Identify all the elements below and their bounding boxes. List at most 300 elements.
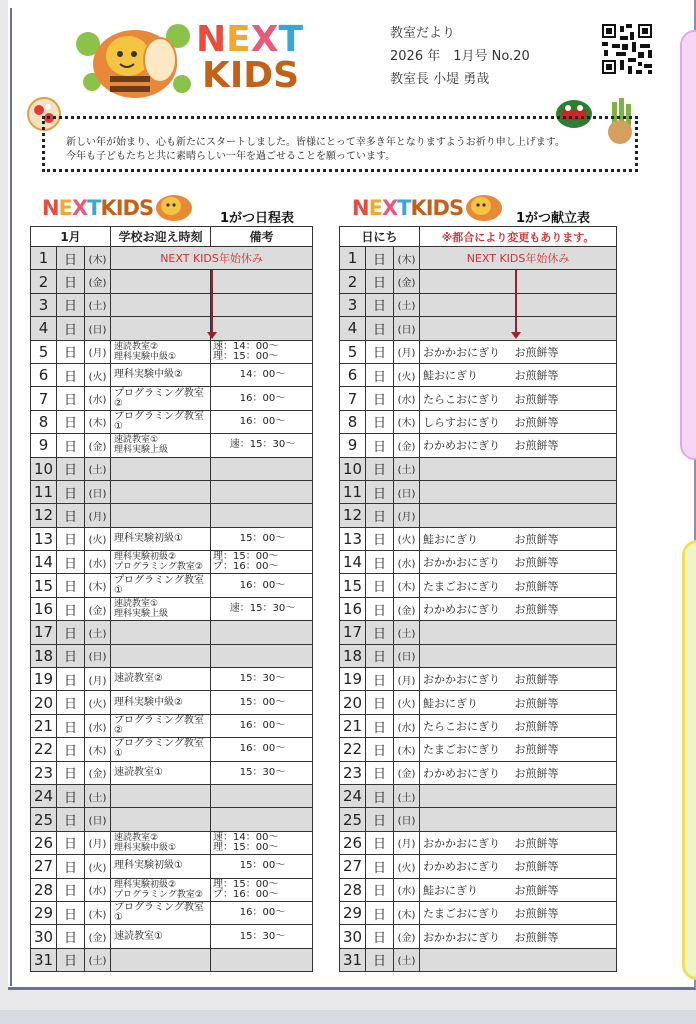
schedule-row <box>31 808 313 831</box>
schedule-class <box>111 504 211 527</box>
schedule-class <box>111 480 211 503</box>
schedule-time: 16：00～ <box>211 574 313 597</box>
schedule-weekday: (火) <box>85 527 111 550</box>
menu-day-suffix: 日 <box>366 644 394 667</box>
menu-day-suffix: 日 <box>366 621 394 644</box>
schedule-row <box>31 738 313 761</box>
logo-next: NEXT <box>196 19 304 60</box>
schedule-day-suffix: 日 <box>57 644 85 667</box>
schedule-row <box>31 480 313 503</box>
menu-table <box>339 226 617 972</box>
schedule-weekday: (土) <box>85 621 111 644</box>
schedule-bee-icon <box>152 192 196 224</box>
menu-weekday: (土) <box>394 457 420 480</box>
schedule-row <box>31 644 313 667</box>
schedule-day-suffix: 日 <box>57 878 85 901</box>
menu-day-number: 21 <box>340 714 366 737</box>
menu-day-number: 30 <box>340 925 366 948</box>
logo-kids: KIDS <box>202 55 300 96</box>
schedule-day-number: 6 <box>31 363 57 386</box>
menu-weekday: (日) <box>394 480 420 503</box>
menu-row <box>340 363 617 386</box>
schedule-row <box>31 597 313 620</box>
schedule-header-pickup: 学校お迎え時刻 <box>111 227 211 247</box>
menu-row <box>340 925 617 948</box>
schedule-day-suffix: 日 <box>57 410 85 433</box>
schedule-weekday: (土) <box>85 293 111 316</box>
menu-snack: わかめおにぎり お煎餅等 <box>420 434 617 457</box>
schedule-time: 14：00～ <box>211 363 313 386</box>
menu-day-suffix: 日 <box>366 925 394 948</box>
schedule-day-suffix: 日 <box>57 480 85 503</box>
schedule-time: 16：00～ <box>211 714 313 737</box>
schedule-day-suffix: 日 <box>57 457 85 480</box>
schedule-holiday-arrow <box>211 270 213 334</box>
menu-weekday: (月) <box>394 504 420 527</box>
schedule-weekday: (火) <box>85 691 111 714</box>
menu-snack: 鮭おにぎり お煎餅等 <box>420 527 617 550</box>
schedule-day-number: 23 <box>31 761 57 784</box>
schedule-row <box>31 387 313 410</box>
schedule-row <box>31 925 313 948</box>
schedule-row <box>31 317 313 340</box>
menu-weekday: (日) <box>394 644 420 667</box>
schedule-weekday: (金) <box>85 434 111 457</box>
schedule-day-number: 19 <box>31 668 57 691</box>
menu-snack: わかめおにぎり お煎餅等 <box>420 597 617 620</box>
menu-title: 1がつ献立表 <box>516 211 591 226</box>
schedule-class: 速読教室② 理科実験中級① <box>111 340 211 363</box>
schedule-weekday: (火) <box>85 363 111 386</box>
menu-day-number: 3 <box>340 293 366 316</box>
schedule-time: 速：14：00～ 理：15：00～ <box>211 340 313 363</box>
schedule-weekday: (木) <box>85 247 111 270</box>
menu-day-number: 27 <box>340 855 366 878</box>
schedule-day-suffix: 日 <box>57 340 85 363</box>
menu-row <box>340 293 617 316</box>
menu-day-number: 1 <box>340 247 366 270</box>
schedule-weekday: (土) <box>85 784 111 807</box>
menu-snack <box>420 504 617 527</box>
schedule-time: 16：00～ <box>211 738 313 761</box>
schedule-header-remarks: 備考 <box>211 227 313 247</box>
schedule-row <box>31 831 313 854</box>
greeting-line-2: 今年も子どもたちと共に素晴らしい一年を過ごせることを願っています。 <box>66 151 396 162</box>
schedule-title: 1がつ日程表 <box>220 211 295 226</box>
schedule-day-number: 24 <box>31 784 57 807</box>
menu-weekday: (水) <box>394 551 420 574</box>
qr-code-icon[interactable] <box>600 22 654 76</box>
menu-day-suffix: 日 <box>366 574 394 597</box>
schedule-class <box>111 644 211 667</box>
menu-day-suffix: 日 <box>366 457 394 480</box>
schedule-class: 速読教室② <box>111 668 211 691</box>
menu-snack: おかかおにぎり お煎餅等 <box>420 668 617 691</box>
schedule-time <box>211 293 313 316</box>
menu-row <box>340 761 617 784</box>
schedule-day-suffix: 日 <box>57 551 85 574</box>
schedule-class: プログラミング教室② <box>111 387 211 410</box>
schedule-day-suffix: 日 <box>57 808 85 831</box>
menu-day-number: 20 <box>340 691 366 714</box>
bottom-strip <box>0 1010 696 1024</box>
menu-weekday: (土) <box>394 621 420 644</box>
schedule-class <box>111 808 211 831</box>
schedule-day-suffix: 日 <box>57 901 85 924</box>
menu-day-number: 15 <box>340 574 366 597</box>
schedule-class: プログラミング教室① <box>111 574 211 597</box>
menu-row <box>340 855 617 878</box>
schedule-brand-logo: NEXTKIDS <box>42 196 154 220</box>
schedule-row <box>31 340 313 363</box>
menu-weekday: (木) <box>394 574 420 597</box>
menu-snack: 鮭おにぎり お煎餅等 <box>420 363 617 386</box>
menu-day-suffix: 日 <box>366 878 394 901</box>
schedule-row <box>31 457 313 480</box>
menu-day-suffix: 日 <box>366 340 394 363</box>
schedule-class: 理科実験初級② プログラミング教室② <box>111 551 211 574</box>
schedule-row <box>31 527 313 550</box>
schedule-day-suffix: 日 <box>57 247 85 270</box>
menu-row <box>340 480 617 503</box>
menu-day-suffix: 日 <box>366 551 394 574</box>
menu-weekday: (金) <box>394 270 420 293</box>
schedule-weekday: (木) <box>85 738 111 761</box>
schedule-row <box>31 363 313 386</box>
schedule-class: 速読教室① 理科実験上級 <box>111 597 211 620</box>
menu-day-number: 4 <box>340 317 366 340</box>
schedule-row <box>31 293 313 316</box>
menu-day-number: 17 <box>340 621 366 644</box>
schedule-day-number: 1 <box>31 247 57 270</box>
menu-header-notice: ※都合により変更もあります。 <box>420 227 617 247</box>
schedule-weekday: (水) <box>85 551 111 574</box>
schedule-time <box>211 948 313 971</box>
schedule-time: 15：00～ <box>211 855 313 878</box>
logo-wordmark <box>196 19 304 96</box>
menu-snack: 鮭おにぎり お煎餅等 <box>420 878 617 901</box>
menu-weekday: (木) <box>394 901 420 924</box>
menu-weekday: (月) <box>394 668 420 691</box>
schedule-weekday: (金) <box>85 925 111 948</box>
menu-row <box>340 948 617 971</box>
schedule-weekday: (月) <box>85 340 111 363</box>
menu-snack <box>420 270 617 293</box>
menu-snack: おかかおにぎり お煎餅等 <box>420 551 617 574</box>
schedule-class: プログラミング教室① <box>111 738 211 761</box>
schedule-time: 15：00～ <box>211 691 313 714</box>
schedule-weekday: (日) <box>85 317 111 340</box>
menu-weekday: (月) <box>394 340 420 363</box>
schedule-day-suffix: 日 <box>57 714 85 737</box>
schedule-day-number: 29 <box>31 901 57 924</box>
right-pink-panel <box>680 30 696 460</box>
schedule-row <box>31 247 313 270</box>
schedule-day-suffix: 日 <box>57 948 85 971</box>
menu-row <box>340 901 617 924</box>
schedule-day-suffix: 日 <box>57 363 85 386</box>
menu-day-suffix: 日 <box>366 410 394 433</box>
schedule-day-number: 10 <box>31 457 57 480</box>
schedule-class: 速読教室① <box>111 761 211 784</box>
menu-day-number: 25 <box>340 808 366 831</box>
schedule-day-suffix: 日 <box>57 574 85 597</box>
menu-weekday: (金) <box>394 761 420 784</box>
schedule-weekday: (土) <box>85 457 111 480</box>
right-green-panel <box>682 540 696 980</box>
menu-weekday: (日) <box>394 808 420 831</box>
schedule-day-number: 9 <box>31 434 57 457</box>
schedule-day-suffix: 日 <box>57 621 85 644</box>
schedule-class <box>111 293 211 316</box>
menu-day-number: 16 <box>340 597 366 620</box>
menu-day-suffix: 日 <box>366 738 394 761</box>
schedule-time: 理：15：00～ プ：16：00～ <box>211 878 313 901</box>
greeting-line-1: 新しい年が始まり、心も新たにスタートしました。皆様にとって幸多き年となりますようお祈り申し上げます。 <box>66 137 565 148</box>
menu-day-number: 2 <box>340 270 366 293</box>
menu-snack: わかめおにぎり お煎餅等 <box>420 855 617 878</box>
schedule-time: 16：00～ <box>211 410 313 433</box>
menu-snack <box>420 293 617 316</box>
schedule-day-number: 8 <box>31 410 57 433</box>
schedule-day-suffix: 日 <box>57 434 85 457</box>
menu-row <box>340 691 617 714</box>
menu-snack: おかかおにぎり お煎餅等 <box>420 925 617 948</box>
schedule-time <box>211 784 313 807</box>
menu-day-number: 28 <box>340 878 366 901</box>
menu-weekday: (木) <box>394 738 420 761</box>
menu-weekday: (金) <box>394 925 420 948</box>
menu-day-number: 31 <box>340 948 366 971</box>
schedule-day-suffix: 日 <box>57 527 85 550</box>
schedule-weekday: (金) <box>85 761 111 784</box>
schedule-class <box>111 621 211 644</box>
schedule-class: 理科実験中級② <box>111 363 211 386</box>
schedule-weekday: (土) <box>85 948 111 971</box>
menu-weekday: (木) <box>394 247 420 270</box>
menu-brand-logo: NEXTKIDS <box>352 196 464 220</box>
menu-snack: たらこおにぎり お煎餅等 <box>420 387 617 410</box>
schedule-class <box>111 317 211 340</box>
schedule-class <box>111 784 211 807</box>
menu-snack: たまごおにぎり お煎餅等 <box>420 738 617 761</box>
menu-day-number: 6 <box>340 363 366 386</box>
menu-day-suffix: 日 <box>366 387 394 410</box>
schedule-day-number: 26 <box>31 831 57 854</box>
schedule-day-number: 5 <box>31 340 57 363</box>
schedule-time: 15：30～ <box>211 668 313 691</box>
schedule-weekday: (月) <box>85 504 111 527</box>
menu-day-suffix: 日 <box>366 527 394 550</box>
menu-row <box>340 621 617 644</box>
menu-row <box>340 574 617 597</box>
menu-day-suffix: 日 <box>366 714 394 737</box>
menu-weekday: (水) <box>394 387 420 410</box>
menu-weekday: (火) <box>394 527 420 550</box>
menu-holiday-note: NEXT KIDS年始休み <box>420 247 617 270</box>
menu-bee-icon <box>462 192 506 224</box>
menu-day-number: 14 <box>340 551 366 574</box>
menu-day-suffix: 日 <box>366 948 394 971</box>
menu-row <box>340 247 617 270</box>
menu-snack: わかめおにぎり お煎餅等 <box>420 761 617 784</box>
schedule-weekday: (木) <box>85 410 111 433</box>
menu-row <box>340 808 617 831</box>
schedule-weekday: (金) <box>85 597 111 620</box>
menu-row <box>340 410 617 433</box>
schedule-row <box>31 410 313 433</box>
menu-day-suffix: 日 <box>366 855 394 878</box>
schedule-row <box>31 668 313 691</box>
menu-day-number: 29 <box>340 901 366 924</box>
schedule-time <box>211 270 313 293</box>
menu-day-suffix: 日 <box>366 270 394 293</box>
menu-day-suffix: 日 <box>366 504 394 527</box>
schedule-class: 速読教室② 理科実験中級① <box>111 831 211 854</box>
schedule-class: 理科実験中級② <box>111 691 211 714</box>
schedule-holiday-note: NEXT KIDS年始休み <box>111 247 313 270</box>
schedule-time: 速：15：30～ <box>211 434 313 457</box>
menu-weekday: (月) <box>394 831 420 854</box>
schedule-row <box>31 948 313 971</box>
schedule-row <box>31 901 313 924</box>
menu-day-suffix: 日 <box>366 293 394 316</box>
schedule-day-suffix: 日 <box>57 293 85 316</box>
menu-row <box>340 878 617 901</box>
schedule-time: 速：15：30～ <box>211 597 313 620</box>
menu-weekday: (土) <box>394 948 420 971</box>
newsletter-title: 教室だより <box>390 26 456 41</box>
schedule-day-suffix: 日 <box>57 270 85 293</box>
menu-row <box>340 668 617 691</box>
schedule-row <box>31 784 313 807</box>
schedule-time <box>211 504 313 527</box>
schedule-time: 15：30～ <box>211 761 313 784</box>
schedule-day-suffix: 日 <box>57 691 85 714</box>
menu-day-suffix: 日 <box>366 691 394 714</box>
menu-weekday: (金) <box>394 597 420 620</box>
schedule-class: 理科実験初級① <box>111 527 211 550</box>
menu-row <box>340 597 617 620</box>
schedule-row <box>31 504 313 527</box>
schedule-row <box>31 621 313 644</box>
schedule-time <box>211 457 313 480</box>
menu-snack <box>420 621 617 644</box>
menu-day-number: 22 <box>340 738 366 761</box>
schedule-weekday: (水) <box>85 387 111 410</box>
menu-day-suffix: 日 <box>366 831 394 854</box>
menu-row <box>340 340 617 363</box>
menu-weekday: (土) <box>394 293 420 316</box>
schedule-day-suffix: 日 <box>57 784 85 807</box>
menu-snack: 鮭おにぎり お煎餅等 <box>420 691 617 714</box>
schedule-time <box>211 480 313 503</box>
menu-holiday-arrow <box>515 270 517 334</box>
schedule-time <box>211 621 313 644</box>
schedule-day-number: 20 <box>31 691 57 714</box>
schedule-time <box>211 644 313 667</box>
schedule-time: 16：00～ <box>211 387 313 410</box>
menu-header-date: 日にち <box>340 227 420 247</box>
schedule-weekday: (日) <box>85 644 111 667</box>
menu-row <box>340 738 617 761</box>
menu-day-number: 18 <box>340 644 366 667</box>
schedule-day-suffix: 日 <box>57 831 85 854</box>
menu-day-number: 19 <box>340 668 366 691</box>
schedule-day-number: 7 <box>31 387 57 410</box>
schedule-row <box>31 855 313 878</box>
schedule-row <box>31 714 313 737</box>
menu-snack <box>420 457 617 480</box>
schedule-day-suffix: 日 <box>57 387 85 410</box>
menu-row <box>340 387 617 410</box>
menu-day-number: 11 <box>340 480 366 503</box>
schedule-class: 速読教室① <box>111 925 211 948</box>
menu-day-number: 13 <box>340 527 366 550</box>
schedule-day-number: 3 <box>31 293 57 316</box>
schedule-day-suffix: 日 <box>57 855 85 878</box>
menu-day-suffix: 日 <box>366 761 394 784</box>
schedule-day-number: 31 <box>31 948 57 971</box>
menu-row <box>340 270 617 293</box>
schedule-day-number: 13 <box>31 527 57 550</box>
menu-weekday: (日) <box>394 317 420 340</box>
menu-weekday: (火) <box>394 691 420 714</box>
menu-row <box>340 831 617 854</box>
schedule-weekday: (日) <box>85 480 111 503</box>
issue-number: 2026 年 1月号 No.20 <box>390 49 530 64</box>
menu-day-number: 26 <box>340 831 366 854</box>
schedule-row <box>31 761 313 784</box>
schedule-time: 15：30～ <box>211 925 313 948</box>
menu-header-row <box>340 227 617 247</box>
schedule-day-suffix: 日 <box>57 761 85 784</box>
menu-day-number: 12 <box>340 504 366 527</box>
menu-row <box>340 784 617 807</box>
menu-row <box>340 714 617 737</box>
schedule-time: 16：00～ <box>211 901 313 924</box>
schedule-day-number: 15 <box>31 574 57 597</box>
schedule-weekday: (金) <box>85 270 111 293</box>
menu-snack: しらすおにぎり お煎餅等 <box>420 410 617 433</box>
schedule-header-month: 1月 <box>31 227 111 247</box>
menu-day-suffix: 日 <box>366 317 394 340</box>
schedule-class <box>111 270 211 293</box>
classroom-manager: 教室長 小堤 勇哉 <box>390 72 490 87</box>
menu-weekday: (土) <box>394 784 420 807</box>
menu-snack <box>420 480 617 503</box>
schedule-weekday: (火) <box>85 855 111 878</box>
schedule-day-suffix: 日 <box>57 597 85 620</box>
schedule-day-number: 11 <box>31 480 57 503</box>
menu-snack <box>420 784 617 807</box>
menu-day-suffix: 日 <box>366 247 394 270</box>
menu-day-suffix: 日 <box>366 668 394 691</box>
menu-row <box>340 527 617 550</box>
schedule-day-number: 12 <box>31 504 57 527</box>
schedule-class: プログラミング教室① <box>111 410 211 433</box>
menu-day-number: 10 <box>340 457 366 480</box>
menu-weekday: (木) <box>394 410 420 433</box>
menu-snack: たまごおにぎり お煎餅等 <box>420 901 617 924</box>
schedule-day-number: 28 <box>31 878 57 901</box>
menu-weekday: (火) <box>394 855 420 878</box>
schedule-weekday: (木) <box>85 901 111 924</box>
menu-snack: おかかおにぎり お煎餅等 <box>420 831 617 854</box>
menu-day-number: 23 <box>340 761 366 784</box>
menu-day-suffix: 日 <box>366 784 394 807</box>
menu-row <box>340 317 617 340</box>
